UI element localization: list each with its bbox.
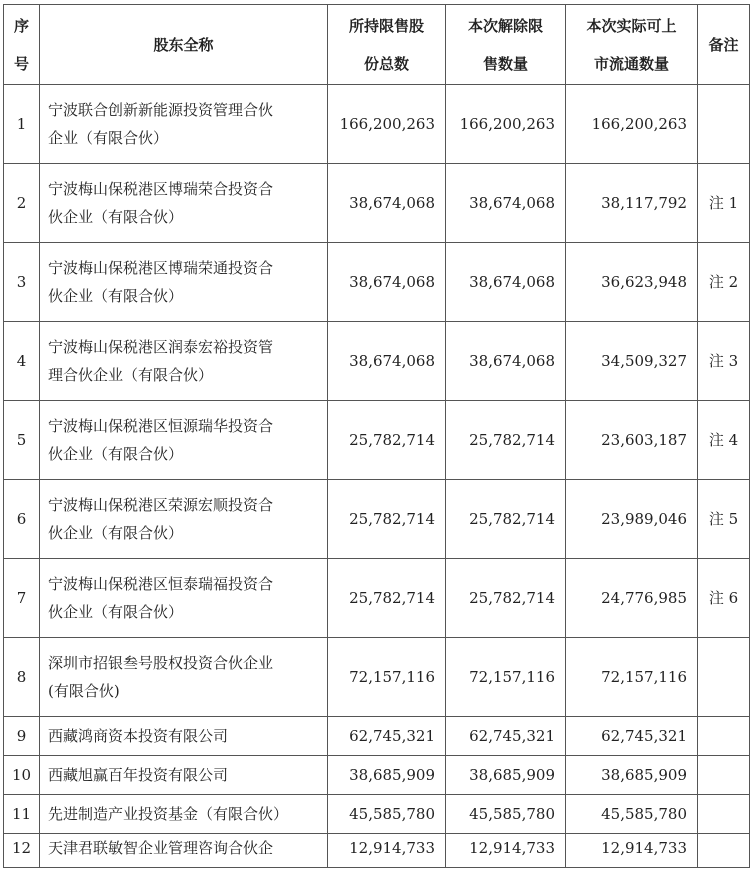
row-name-line: 伙企业（有限合伙）: [48, 603, 184, 621]
row-seq: 1: [4, 85, 40, 164]
table-row: [4, 638, 750, 717]
row-held: 25,782,714: [328, 559, 446, 638]
row-tradable: 23,989,046: [566, 480, 698, 559]
row-tradable: 12,914,733: [566, 834, 698, 868]
row-held: 62,745,321: [328, 717, 446, 756]
table-row: [4, 756, 750, 795]
row-tradable: 34,509,327: [566, 322, 698, 401]
shareholder-table: [3, 4, 750, 868]
row-seq: 10: [4, 756, 40, 795]
row-seq: 11: [4, 795, 40, 834]
table-row: [4, 834, 750, 868]
header-tradable-line-2: 市流通数量: [593, 54, 669, 73]
row-name-line: 伙企业（有限合伙）: [48, 287, 184, 305]
row-tradable: 166,200,263: [566, 85, 698, 164]
header-held: [328, 5, 446, 85]
row-note: [698, 795, 750, 834]
row-seq: 4: [4, 322, 40, 401]
header-released-line-1: 本次解除限: [467, 16, 543, 35]
row-seq: 9: [4, 717, 40, 756]
row-held: 25,782,714: [328, 401, 446, 480]
row-seq: 2: [4, 164, 40, 243]
row-tradable: 23,603,187: [566, 401, 698, 480]
row-held: 38,685,909: [328, 756, 446, 795]
row-name-line: 宁波梅山保税港区博瑞荣合投资合: [48, 180, 274, 198]
row-released: 25,782,714: [446, 401, 566, 480]
row-note: 注 5: [698, 480, 750, 559]
row-released: 72,157,116: [446, 638, 566, 717]
row-released: 62,745,321: [446, 717, 566, 756]
row-note: [698, 85, 750, 164]
row-seq: 12: [4, 834, 40, 868]
row-name: [40, 638, 328, 717]
header-released: [446, 5, 566, 85]
row-name-line: 宁波联合创新新能源投资管理合伙: [48, 101, 274, 119]
row-name: 西藏旭赢百年投资有限公司: [40, 756, 328, 795]
row-seq: 5: [4, 401, 40, 480]
row-name-line: 宁波梅山保税港区荣源宏顺投资合: [48, 496, 274, 514]
row-name: [40, 85, 328, 164]
row-released: 38,674,068: [446, 164, 566, 243]
row-released: 25,782,714: [446, 559, 566, 638]
row-held: 38,674,068: [328, 243, 446, 322]
header-seq: [4, 5, 40, 85]
row-name-line: 伙企业（有限合伙）: [48, 208, 184, 226]
row-name: 西藏鸿商资本投资有限公司: [40, 717, 328, 756]
row-note: [698, 638, 750, 717]
row-name-line: 企业（有限合伙）: [48, 129, 169, 147]
row-name-line: 宁波梅山保税港区博瑞荣通投资合: [48, 259, 274, 277]
row-name-line: 宁波梅山保税港区恒源瑞华投资合: [48, 417, 274, 435]
row-tradable: 38,685,909: [566, 756, 698, 795]
table-row: [4, 480, 750, 559]
row-seq: 7: [4, 559, 40, 638]
row-tradable: 24,776,985: [566, 559, 698, 638]
table-row: [4, 322, 750, 401]
header-seq-line-1: 序: [13, 16, 29, 35]
row-held: 38,674,068: [328, 322, 446, 401]
row-held: 166,200,263: [328, 85, 446, 164]
row-seq: 8: [4, 638, 40, 717]
row-name: [40, 401, 328, 480]
table-row: [4, 717, 750, 756]
table-row: [4, 243, 750, 322]
header-note: 备注: [698, 5, 750, 85]
header-seq-line-2: 号: [13, 54, 29, 73]
table-row: [4, 795, 750, 834]
row-released: 45,585,780: [446, 795, 566, 834]
table-row: [4, 559, 750, 638]
header-released-line-2: 售数量: [482, 54, 528, 73]
table-row: [4, 85, 750, 164]
row-name-line: 深圳市招银叁号股权投资合伙企业: [48, 654, 274, 672]
row-name-line: 伙企业（有限合伙）: [48, 445, 184, 463]
row-released: 38,674,068: [446, 243, 566, 322]
row-tradable: 36,623,948: [566, 243, 698, 322]
row-released: 38,674,068: [446, 322, 566, 401]
row-name: [40, 164, 328, 243]
row-note: [698, 834, 750, 868]
row-name-line: 宁波梅山保税港区润泰宏裕投资管: [48, 338, 274, 356]
row-note: [698, 717, 750, 756]
row-name: [40, 480, 328, 559]
row-name: [40, 322, 328, 401]
row-released: 25,782,714: [446, 480, 566, 559]
header-held-line-1: 所持限售股: [348, 16, 424, 35]
row-name: 先进制造产业投资基金（有限合伙）: [40, 795, 328, 834]
row-name-line: (有限合伙): [48, 682, 120, 700]
row-name: [40, 559, 328, 638]
row-held: 25,782,714: [328, 480, 446, 559]
row-name-line: 理合伙企业（有限合伙）: [48, 366, 214, 384]
row-name-line: 宁波梅山保税港区恒泰瑞福投资合: [48, 575, 274, 593]
row-name: 天津君联敏智企业管理咨询合伙企: [40, 834, 328, 868]
row-note: 注 3: [698, 322, 750, 401]
row-held: 38,674,068: [328, 164, 446, 243]
row-note: 注 2: [698, 243, 750, 322]
row-released: 166,200,263: [446, 85, 566, 164]
row-held: 12,914,733: [328, 834, 446, 868]
row-tradable: 38,117,792: [566, 164, 698, 243]
header-row: [4, 5, 750, 85]
row-note: 注 4: [698, 401, 750, 480]
row-held: 45,585,780: [328, 795, 446, 834]
header-held-line-2: 份总数: [363, 54, 409, 73]
row-name: [40, 243, 328, 322]
row-seq: 6: [4, 480, 40, 559]
row-note: [698, 756, 750, 795]
header-tradable: [566, 5, 698, 85]
header-tradable-line-1: 本次实际可上: [586, 16, 677, 35]
row-tradable: 45,585,780: [566, 795, 698, 834]
row-seq: 3: [4, 243, 40, 322]
table-row: [4, 401, 750, 480]
table-row: [4, 164, 750, 243]
row-note: 注 1: [698, 164, 750, 243]
row-held: 72,157,116: [328, 638, 446, 717]
row-name-line: 伙企业（有限合伙）: [48, 524, 184, 542]
row-tradable: 62,745,321: [566, 717, 698, 756]
row-released: 38,685,909: [446, 756, 566, 795]
row-released: 12,914,733: [446, 834, 566, 868]
header-name: 股东全称: [40, 5, 328, 85]
row-note: 注 6: [698, 559, 750, 638]
row-tradable: 72,157,116: [566, 638, 698, 717]
